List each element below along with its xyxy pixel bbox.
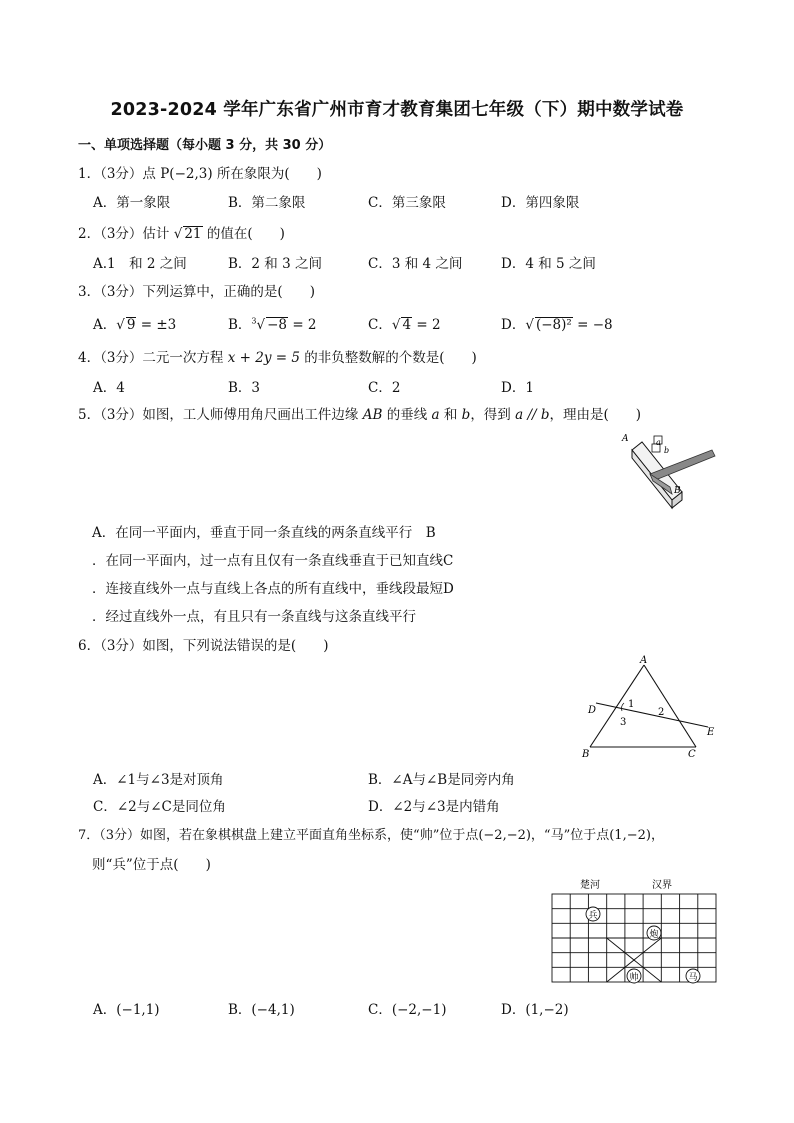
q4-option-c[interactable]: C．2: [368, 380, 401, 396]
q3-d-value: = −8: [572, 317, 613, 333]
q4-option-a[interactable]: A．4: [93, 380, 125, 396]
q5-and: 和: [439, 407, 462, 423]
q4-option-b[interactable]: B．3: [228, 380, 261, 396]
q6-label-2: 2: [658, 707, 665, 718]
q1-option-d[interactable]: D．第四象限: [501, 195, 580, 211]
q1-option-c[interactable]: C．第三象限: [368, 195, 446, 211]
question-4-stem: [78, 346, 477, 366]
q3-b-value: = 2: [288, 317, 317, 333]
q7-figure-chess-board: [546, 876, 722, 988]
q5-mid1: 的垂线: [382, 407, 432, 423]
q7-option-c[interactable]: C．(−2,−1): [368, 1002, 447, 1018]
q7-option-b[interactable]: B．(−4,1): [228, 1002, 295, 1018]
q5-fig-label-small-a: a: [656, 438, 661, 447]
q6-label-e: E: [707, 727, 715, 738]
q6-label-a: A: [640, 655, 648, 666]
q3-b-index: 3: [251, 316, 257, 326]
section-heading: 一、单项选择题（每小题 3 分，共 30 分）: [78, 138, 332, 153]
q6-figure-triangle: [578, 655, 723, 763]
q5-stem-post: ，理由是( ): [549, 407, 642, 423]
q6-label-b: B: [582, 749, 590, 760]
page-title: 2023-2024 学年广东省广州市育才教育集团七年级（下）期中数学试卷: [110, 100, 684, 120]
q6-option-a[interactable]: A．∠1与∠3是对顶角: [93, 772, 224, 788]
q4-stem-post: 的非负整数解的个数是( ): [299, 350, 477, 366]
q5-ab: AB: [362, 407, 383, 423]
q6-option-d[interactable]: D．∠2与∠3是内错角: [368, 799, 500, 815]
q5-option-d[interactable]: ．经过直线外一点，有且只有一条直线与这条直线平行: [92, 609, 416, 625]
question-1-stem: 1．（3分）点 P(−2,3) 所在象限为( ): [78, 166, 322, 182]
q2-stem-post: 的值在( ): [202, 226, 285, 242]
q3-c-label: C．: [368, 317, 392, 333]
q5-option-a[interactable]: A．在同一平面内，垂直于同一条直线的两条直线平行 B: [92, 525, 436, 541]
question-7-stem: 7．（3分）如图，若在象棋棋盘上建立平面直角坐标系，使“帅”位于点(−2,−2)，“马”位于点(1,−2)，: [78, 828, 664, 843]
q3-c-value: = 2: [412, 317, 441, 333]
q2-option-a[interactable]: A.1 和 2 之间: [93, 256, 187, 272]
piece-bing-icon: 兵: [588, 911, 598, 921]
q3-c-radicand: 4: [402, 317, 412, 333]
q3-b-label: B．: [228, 317, 252, 333]
q5-b: b: [461, 407, 471, 423]
q3-d-label: D．: [501, 317, 526, 333]
q4-stem-pre: 4．（3分）二元一次方程: [78, 350, 228, 366]
q6-label-3: 3: [620, 717, 627, 728]
q3-option-c[interactable]: C．√ 4 = 2: [368, 317, 441, 333]
q3-a-value: = ±3: [136, 317, 177, 333]
q5-fig-label-small-b: b: [664, 446, 670, 455]
q6-label-1: 1: [628, 699, 635, 710]
q2-radicand: 21: [184, 226, 202, 242]
q1-option-b[interactable]: B．第二象限: [228, 195, 306, 211]
q6-option-b[interactable]: B．∠A与∠B是同旁内角: [368, 772, 515, 788]
q4-equation: x + 2y = 5: [227, 350, 300, 366]
board-label-right: 汉界: [652, 880, 672, 891]
q3-option-d[interactable]: D．√ (−8)² = −8: [501, 317, 613, 333]
q7-option-a[interactable]: A．(−1,1): [93, 1002, 160, 1018]
question-6-stem: 6．（3分）如图，下列说法错误的是( ): [78, 638, 329, 654]
question-5-stem: [78, 403, 641, 423]
q2-option-b[interactable]: B．2 和 3 之间: [228, 256, 322, 272]
q6-label-c: C: [688, 749, 696, 760]
q2-stem-pre: 2．（3分）估计: [78, 226, 174, 242]
q3-a-radicand: 9: [126, 317, 136, 333]
q3-a-label: A．: [93, 317, 117, 333]
q3-option-b[interactable]: B．$^3$√ −8 = 2: [228, 316, 317, 333]
q5-option-c[interactable]: ．连接直线外一点与直线上各点的所有直线中，垂线段最短D: [92, 581, 454, 597]
q3-option-a[interactable]: A．√ 9 = ±3: [93, 317, 177, 333]
q5-figure-square-ruler: [620, 430, 720, 512]
q3-b-radicand: −8: [267, 317, 288, 333]
q6-label-d: D: [588, 705, 597, 716]
q6-option-c[interactable]: C．∠2与∠C是同位角: [93, 799, 226, 815]
q5-option-b[interactable]: ．在同一平面内，过一点有且仅有一条直线垂直于已知直线C: [92, 553, 454, 569]
question-2-stem: 2．（3分）估计 √ 21 的值在( ): [78, 226, 285, 242]
q2-option-c[interactable]: C．3 和 4 之间: [368, 256, 463, 272]
q2-option-d[interactable]: D．4 和 5 之间: [501, 256, 596, 272]
q5-a: a: [431, 407, 440, 423]
piece-ma-icon: 马: [688, 973, 698, 983]
piece-shuai-icon: 帅: [629, 973, 639, 983]
q3-d-radicand: (−8)²: [535, 317, 572, 333]
piece-pao-icon: 炮: [649, 930, 659, 940]
q4-option-d[interactable]: D．1: [501, 380, 534, 396]
q5-fig-label-a: A: [622, 434, 629, 444]
board-label-left: 楚河: [580, 880, 600, 891]
q5-mid2: ，得到: [470, 407, 516, 423]
q5-parallel: a // b: [515, 407, 550, 423]
q7-option-d[interactable]: D．(1,−2): [501, 1002, 569, 1018]
question-7-stem-cont: 则“兵”位于点( ): [92, 857, 211, 873]
q5-fig-label-b: B: [674, 486, 681, 496]
q5-stem-pre: 5．（3分）如图，工人师傅用角尺画出工件边缘: [78, 407, 363, 423]
question-3-stem: 3．（3分）下列运算中，正确的是( ): [78, 284, 315, 300]
q1-option-a[interactable]: A．第一象限: [93, 195, 171, 211]
